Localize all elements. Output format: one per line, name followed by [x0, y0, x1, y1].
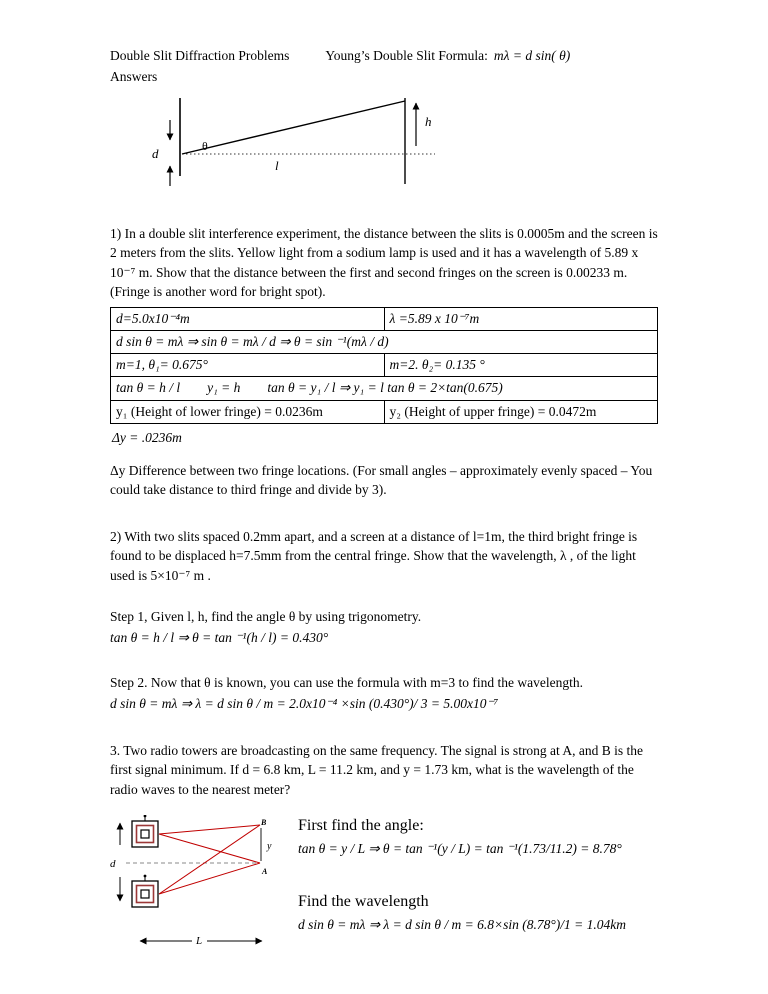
problem3-answers [298, 815, 658, 953]
formula-expression: mλ = d sin( θ) [493, 48, 571, 63]
cell-upper-fringe-height: y₂ (Height of upper fringe) = 0.0472m [384, 400, 658, 423]
label-A: A [262, 866, 268, 876]
label-y: y [267, 840, 272, 852]
signal-path-t2-A [159, 863, 260, 894]
step1-label: Step 1, Given l, h, find the angle θ by using trigonometry. [110, 608, 422, 624]
angle-formula: tan θ = y / L ⇒ θ = tan ⁻¹(y / L) = tan ⁻¹(1.73/11.2) = 8.78° [298, 841, 622, 857]
signal-path-t2-B [159, 825, 260, 894]
table-row [111, 354, 658, 377]
radio-towers-diagram [110, 815, 288, 953]
label-d: d [152, 146, 159, 162]
step1-formula: tan θ = h / l ⇒ θ = tan ⁻¹(h / l) = 0.430° [110, 629, 329, 645]
table-row [111, 331, 658, 354]
fringe-spacing-note: Δy Difference between two fringe locations. (For small angles – approximately evenly spaced – You could take distance to third fringe and divide by 3). [110, 462, 653, 498]
cell-m1-angle: m=1, θ₁= 0.675° [111, 354, 385, 377]
cell-angle-derivation: d sin θ = mλ ⇒ sin θ = mλ / d ⇒ θ = sin ⁻¹(mλ / d) [111, 331, 658, 354]
label-L: L [196, 934, 203, 947]
tower-icon-top [132, 815, 158, 847]
step2-label: Step 2. Now that θ is known, you can use the formula with m=3 to find the wavelength. [110, 674, 584, 690]
label-B: B [261, 817, 267, 827]
cell-lower-fringe-height: y₁ (Height of lower fringe) = 0.0236m [111, 400, 385, 423]
delta-y-result: Δy = .0236m [112, 429, 182, 445]
step2-formula: d sin θ = mλ ⇒ λ = d sin θ / m = 2.0x10⁻⁴ ×sin (0.430°)/ 3 = 5.00x10⁻⁷ [110, 696, 499, 712]
label-d2: d [110, 857, 116, 870]
problem1-work-table [110, 307, 658, 424]
problem1-statement: 1) In a double slit interference experiment, the distance between the slits is 0.0005m and the screen is 2 meters from the slits. Yellow light from a sodium lamp is used and it has a wavelength of 5.89 x 10⁻⁷ m. Show that the distance between the first and second fringes on the screen is 0.00233 m. (Fringe is another word for bright spot). [110, 226, 658, 299]
angle-label: First find the angle: [298, 816, 424, 834]
label-l: l [275, 158, 279, 174]
double-slit-diagram [140, 94, 485, 198]
label-theta: θ [202, 139, 208, 154]
signal-path-t1-A [159, 834, 260, 863]
young-formula [325, 46, 570, 65]
signal-path-t1-B [159, 825, 260, 834]
doc-subtitle: Answers [110, 69, 158, 85]
problem3-solution-row [110, 815, 658, 953]
cell-slit-distance: d=5.0x10⁻⁴m [111, 307, 385, 330]
wavelength-label: Find the wavelength [298, 892, 429, 910]
problem3-statement: 3. Two radio towers are broadcasting on the same frequency. The signal is strong at A, and B is the first signal minimum. If d = 6.8 km, L = 11.2 km, and y = 1.73 km, what is the wavelength of the radio waves to the nearest meter? [110, 743, 644, 797]
table-row [111, 307, 658, 330]
label-h: h [425, 114, 432, 130]
doc-title: Double Slit Diffraction Problems [110, 48, 290, 63]
table-row [111, 400, 658, 423]
cell-height-derivation: tan θ = h / l y₁ = h tan θ = y₁ / l ⇒ y₁ = l tan θ = 2×tan(0.675) [111, 377, 658, 400]
wavelength-formula: d sin θ = mλ ⇒ λ = d sin θ / m = 6.8×sin (8.78°)/1 = 1.04km [298, 917, 626, 933]
cell-wavelength: λ =5.89 x 10⁻⁷m [384, 307, 658, 330]
problem2-statement: 2) With two slits spaced 0.2mm apart, and a screen at a distance of l=1m, the third bright fringe is found to be displaced h=7.5mm from the central fringe. Show that the wavelength, λ , of the light used is 5×10⁻⁷ m . [110, 529, 638, 583]
table-row [111, 377, 658, 400]
cell-m2-angle: m=2. θ₂= 0.135 ° [384, 354, 658, 377]
ray-line [182, 101, 405, 154]
tower-icon-bottom [132, 874, 158, 906]
document-header [110, 46, 658, 65]
formula-label: Young’s Double Slit Formula: [325, 48, 488, 63]
